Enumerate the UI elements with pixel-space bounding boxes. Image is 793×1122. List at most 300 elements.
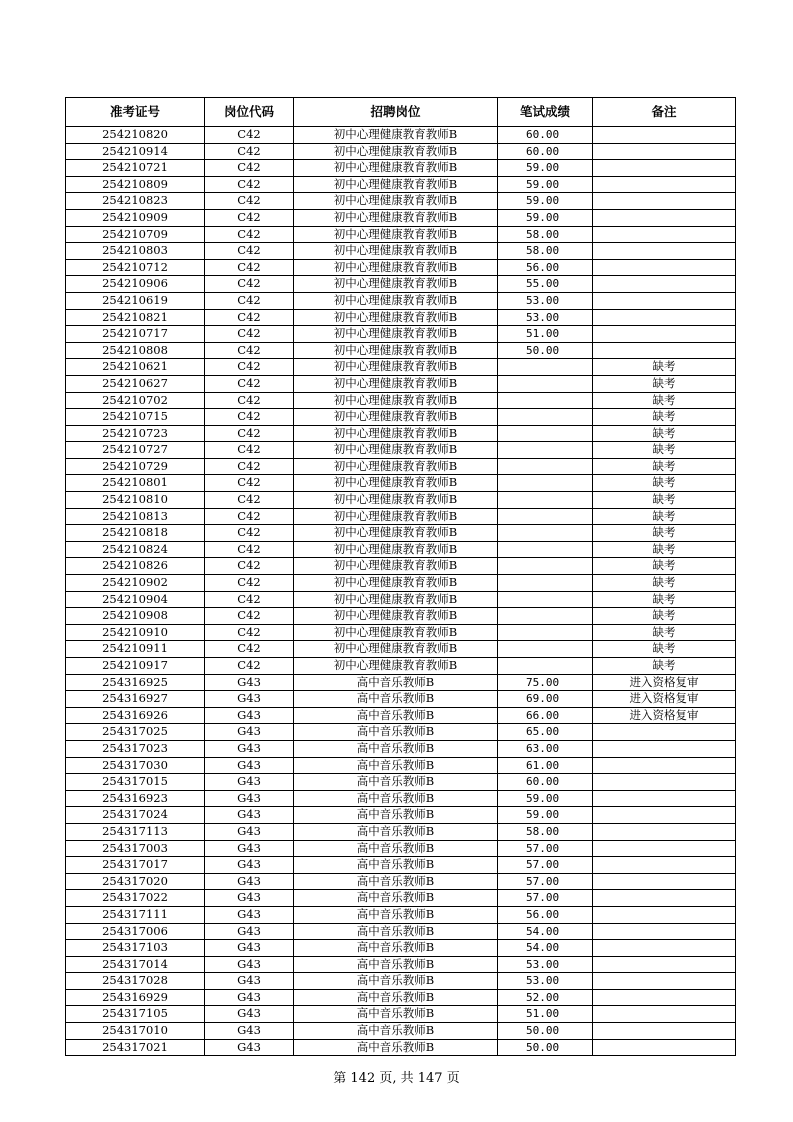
position-title-cell: 初中心理健康教育教师B bbox=[294, 608, 498, 625]
exam-number-cell: 254210826 bbox=[66, 558, 205, 575]
position-title-cell: 初中心理健康教育教师B bbox=[294, 425, 498, 442]
remarks-cell bbox=[593, 989, 736, 1006]
exam-number-cell: 254210908 bbox=[66, 608, 205, 625]
table-row bbox=[66, 492, 736, 509]
position-title-cell: 初中心理健康教育教师B bbox=[294, 309, 498, 326]
exam-number-cell: 254317030 bbox=[66, 757, 205, 774]
position-code-cell: C42 bbox=[205, 243, 294, 260]
table-row bbox=[66, 790, 736, 807]
remarks-cell bbox=[593, 276, 736, 293]
exam-number-cell: 254210729 bbox=[66, 458, 205, 475]
position-code-cell: G43 bbox=[205, 790, 294, 807]
exam-number-cell: 254210721 bbox=[66, 160, 205, 177]
table-row bbox=[66, 923, 736, 940]
written-score-cell bbox=[498, 608, 593, 625]
remarks-cell bbox=[593, 823, 736, 840]
remarks-cell bbox=[593, 774, 736, 791]
position-code-cell: C42 bbox=[205, 127, 294, 144]
exam-number-cell: 254210820 bbox=[66, 127, 205, 144]
remarks-cell: 缺考 bbox=[593, 409, 736, 426]
written-score-cell: 51.00 bbox=[498, 1006, 593, 1023]
position-code-cell: G43 bbox=[205, 707, 294, 724]
written-score-cell bbox=[498, 525, 593, 542]
position-title-cell: 高中音乐教师B bbox=[294, 807, 498, 824]
exam-number-cell: 254210810 bbox=[66, 492, 205, 509]
written-score-cell: 53.00 bbox=[498, 292, 593, 309]
header-exam-number: 准考证号 bbox=[66, 98, 205, 127]
position-code-cell: C42 bbox=[205, 392, 294, 409]
exam-number-cell: 254316926 bbox=[66, 707, 205, 724]
table-row bbox=[66, 259, 736, 276]
position-title-cell: 高中音乐教师B bbox=[294, 740, 498, 757]
remarks-cell bbox=[593, 1006, 736, 1023]
remarks-cell: 缺考 bbox=[593, 624, 736, 641]
written-score-cell: 65.00 bbox=[498, 724, 593, 741]
position-title-cell: 初中心理健康教育教师B bbox=[294, 292, 498, 309]
position-code-cell: C42 bbox=[205, 492, 294, 509]
written-score-cell: 59.00 bbox=[498, 790, 593, 807]
exam-number-cell: 254210911 bbox=[66, 641, 205, 658]
written-score-cell bbox=[498, 591, 593, 608]
table-row bbox=[66, 342, 736, 359]
exam-number-cell: 254317020 bbox=[66, 873, 205, 890]
written-score-cell: 60.00 bbox=[498, 127, 593, 144]
table-row bbox=[66, 226, 736, 243]
remarks-cell bbox=[593, 1023, 736, 1040]
written-score-cell: 57.00 bbox=[498, 840, 593, 857]
position-title-cell: 初中心理健康教育教师B bbox=[294, 326, 498, 343]
remarks-cell bbox=[593, 740, 736, 757]
position-code-cell: G43 bbox=[205, 807, 294, 824]
position-code-cell: C42 bbox=[205, 641, 294, 658]
written-score-cell bbox=[498, 658, 593, 675]
remarks-cell bbox=[593, 973, 736, 990]
position-title-cell: 高中音乐教师B bbox=[294, 873, 498, 890]
position-code-cell: G43 bbox=[205, 724, 294, 741]
position-title-cell: 初中心理健康教育教师B bbox=[294, 492, 498, 509]
position-title-cell: 高中音乐教师B bbox=[294, 989, 498, 1006]
written-score-cell: 53.00 bbox=[498, 309, 593, 326]
remarks-cell: 缺考 bbox=[593, 508, 736, 525]
remarks-cell: 缺考 bbox=[593, 658, 736, 675]
header-row bbox=[66, 98, 736, 127]
exam-number-cell: 254210809 bbox=[66, 176, 205, 193]
exam-number-cell: 254317006 bbox=[66, 923, 205, 940]
written-score-cell bbox=[498, 508, 593, 525]
written-score-cell bbox=[498, 425, 593, 442]
exam-number-cell: 254317015 bbox=[66, 774, 205, 791]
exam-number-cell: 254210712 bbox=[66, 259, 205, 276]
header-remarks: 备注 bbox=[593, 98, 736, 127]
table-row bbox=[66, 392, 736, 409]
position-title-cell: 初中心理健康教育教师B bbox=[294, 658, 498, 675]
remarks-cell: 缺考 bbox=[593, 591, 736, 608]
written-score-cell: 63.00 bbox=[498, 740, 593, 757]
position-title-cell: 高中音乐教师B bbox=[294, 674, 498, 691]
exam-number-cell: 254317103 bbox=[66, 940, 205, 957]
position-title-cell: 初中心理健康教育教师B bbox=[294, 359, 498, 376]
exam-number-cell: 254317113 bbox=[66, 823, 205, 840]
table-row bbox=[66, 823, 736, 840]
remarks-cell: 进入资格复审 bbox=[593, 674, 736, 691]
written-score-cell bbox=[498, 375, 593, 392]
table-row bbox=[66, 292, 736, 309]
remarks-cell: 缺考 bbox=[593, 641, 736, 658]
position-code-cell: C42 bbox=[205, 359, 294, 376]
position-code-cell: G43 bbox=[205, 857, 294, 874]
position-code-cell: C42 bbox=[205, 541, 294, 558]
remarks-cell: 缺考 bbox=[593, 425, 736, 442]
written-score-cell: 50.00 bbox=[498, 1039, 593, 1056]
written-score-cell: 58.00 bbox=[498, 823, 593, 840]
table-row bbox=[66, 525, 736, 542]
table-row bbox=[66, 840, 736, 857]
position-title-cell: 高中音乐教师B bbox=[294, 840, 498, 857]
exam-number-cell: 254317111 bbox=[66, 906, 205, 923]
exam-number-cell: 254317014 bbox=[66, 956, 205, 973]
position-title-cell: 初中心理健康教育教师B bbox=[294, 392, 498, 409]
results-sheet bbox=[65, 97, 735, 1056]
table-row bbox=[66, 857, 736, 874]
position-title-cell: 初中心理健康教育教师B bbox=[294, 475, 498, 492]
table-row bbox=[66, 591, 736, 608]
header-written-score: 笔试成绩 bbox=[498, 98, 593, 127]
remarks-cell bbox=[593, 209, 736, 226]
written-score-cell bbox=[498, 409, 593, 426]
header-position-code: 岗位代码 bbox=[205, 98, 294, 127]
written-score-cell: 59.00 bbox=[498, 807, 593, 824]
results-table bbox=[65, 97, 736, 1056]
table-row bbox=[66, 442, 736, 459]
exam-number-cell: 254316923 bbox=[66, 790, 205, 807]
position-code-cell: C42 bbox=[205, 292, 294, 309]
exam-number-cell: 254317105 bbox=[66, 1006, 205, 1023]
remarks-cell: 进入资格复审 bbox=[593, 707, 736, 724]
remarks-cell bbox=[593, 326, 736, 343]
remarks-cell bbox=[593, 757, 736, 774]
remarks-cell bbox=[593, 342, 736, 359]
remarks-cell bbox=[593, 857, 736, 874]
exam-number-cell: 254317022 bbox=[66, 890, 205, 907]
position-title-cell: 高中音乐教师B bbox=[294, 857, 498, 874]
position-title-cell: 高中音乐教师B bbox=[294, 823, 498, 840]
exam-number-cell: 254210818 bbox=[66, 525, 205, 542]
written-score-cell: 57.00 bbox=[498, 857, 593, 874]
remarks-cell: 缺考 bbox=[593, 375, 736, 392]
remarks-cell bbox=[593, 873, 736, 890]
position-code-cell: G43 bbox=[205, 674, 294, 691]
exam-number-cell: 254210910 bbox=[66, 624, 205, 641]
position-code-cell: G43 bbox=[205, 1006, 294, 1023]
written-score-cell: 57.00 bbox=[498, 890, 593, 907]
position-title-cell: 高中音乐教师B bbox=[294, 956, 498, 973]
position-title-cell: 初中心理健康教育教师B bbox=[294, 127, 498, 144]
written-score-cell: 59.00 bbox=[498, 176, 593, 193]
remarks-cell: 缺考 bbox=[593, 392, 736, 409]
position-title-cell: 初中心理健康教育教师B bbox=[294, 193, 498, 210]
remarks-cell bbox=[593, 807, 736, 824]
remarks-cell: 缺考 bbox=[593, 458, 736, 475]
exam-number-cell: 254210803 bbox=[66, 243, 205, 260]
position-title-cell: 初中心理健康教育教师B bbox=[294, 525, 498, 542]
written-score-cell: 56.00 bbox=[498, 906, 593, 923]
remarks-cell bbox=[593, 309, 736, 326]
position-title-cell: 高中音乐教师B bbox=[294, 906, 498, 923]
exam-number-cell: 254210902 bbox=[66, 575, 205, 592]
exam-number-cell: 254317021 bbox=[66, 1039, 205, 1056]
position-title-cell: 高中音乐教师B bbox=[294, 1023, 498, 1040]
exam-number-cell: 254317028 bbox=[66, 973, 205, 990]
table-row bbox=[66, 160, 736, 177]
position-code-cell: G43 bbox=[205, 956, 294, 973]
written-score-cell bbox=[498, 392, 593, 409]
remarks-cell bbox=[593, 226, 736, 243]
table-row bbox=[66, 276, 736, 293]
exam-number-cell: 254316925 bbox=[66, 674, 205, 691]
position-code-cell: G43 bbox=[205, 774, 294, 791]
table-row bbox=[66, 807, 736, 824]
exam-number-cell: 254210627 bbox=[66, 375, 205, 392]
written-score-cell bbox=[498, 641, 593, 658]
remarks-cell bbox=[593, 243, 736, 260]
position-code-cell: C42 bbox=[205, 458, 294, 475]
position-title-cell: 初中心理健康教育教师B bbox=[294, 226, 498, 243]
exam-number-cell: 254210906 bbox=[66, 276, 205, 293]
position-title-cell: 高中音乐教师B bbox=[294, 757, 498, 774]
position-title-cell: 初中心理健康教育教师B bbox=[294, 409, 498, 426]
remarks-cell bbox=[593, 1039, 736, 1056]
exam-number-cell: 254317024 bbox=[66, 807, 205, 824]
remarks-cell bbox=[593, 160, 736, 177]
written-score-cell bbox=[498, 458, 593, 475]
table-body bbox=[66, 127, 736, 1056]
table-row bbox=[66, 890, 736, 907]
exam-number-cell: 254317023 bbox=[66, 740, 205, 757]
position-title-cell: 初中心理健康教育教师B bbox=[294, 458, 498, 475]
exam-number-cell: 254316927 bbox=[66, 691, 205, 708]
written-score-cell bbox=[498, 442, 593, 459]
written-score-cell: 58.00 bbox=[498, 243, 593, 260]
position-title-cell: 初中心理健康教育教师B bbox=[294, 442, 498, 459]
exam-number-cell: 254210917 bbox=[66, 658, 205, 675]
position-code-cell: C42 bbox=[205, 409, 294, 426]
exam-number-cell: 254210824 bbox=[66, 541, 205, 558]
exam-number-cell: 254210702 bbox=[66, 392, 205, 409]
position-code-cell: C42 bbox=[205, 624, 294, 641]
position-title-cell: 初中心理健康教育教师B bbox=[294, 160, 498, 177]
remarks-cell bbox=[593, 840, 736, 857]
exam-number-cell: 254210621 bbox=[66, 359, 205, 376]
table-row bbox=[66, 326, 736, 343]
remarks-cell: 缺考 bbox=[593, 558, 736, 575]
position-title-cell: 初中心理健康教育教师B bbox=[294, 176, 498, 193]
table-row bbox=[66, 691, 736, 708]
position-code-cell: C42 bbox=[205, 475, 294, 492]
written-score-cell: 57.00 bbox=[498, 873, 593, 890]
position-code-cell: C42 bbox=[205, 508, 294, 525]
exam-number-cell: 254210727 bbox=[66, 442, 205, 459]
table-row bbox=[66, 906, 736, 923]
written-score-cell: 53.00 bbox=[498, 973, 593, 990]
position-code-cell: C42 bbox=[205, 276, 294, 293]
exam-number-cell: 254210914 bbox=[66, 143, 205, 160]
written-score-cell bbox=[498, 475, 593, 492]
exam-number-cell: 254210821 bbox=[66, 309, 205, 326]
position-title-cell: 初中心理健康教育教师B bbox=[294, 259, 498, 276]
position-code-cell: C42 bbox=[205, 176, 294, 193]
written-score-cell bbox=[498, 575, 593, 592]
written-score-cell bbox=[498, 359, 593, 376]
remarks-cell: 缺考 bbox=[593, 475, 736, 492]
table-row bbox=[66, 176, 736, 193]
table-row bbox=[66, 1039, 736, 1056]
written-score-cell: 66.00 bbox=[498, 707, 593, 724]
remarks-cell: 缺考 bbox=[593, 525, 736, 542]
exam-number-cell: 254210717 bbox=[66, 326, 205, 343]
written-score-cell bbox=[498, 624, 593, 641]
table-row bbox=[66, 989, 736, 1006]
position-title-cell: 高中音乐教师B bbox=[294, 940, 498, 957]
remarks-cell bbox=[593, 790, 736, 807]
table-row bbox=[66, 940, 736, 957]
exam-number-cell: 254316929 bbox=[66, 989, 205, 1006]
position-code-cell: C42 bbox=[205, 425, 294, 442]
position-code-cell: C42 bbox=[205, 608, 294, 625]
written-score-cell: 59.00 bbox=[498, 160, 593, 177]
written-score-cell: 54.00 bbox=[498, 940, 593, 957]
table-row bbox=[66, 707, 736, 724]
remarks-cell: 缺考 bbox=[593, 541, 736, 558]
position-code-cell: G43 bbox=[205, 1039, 294, 1056]
table-row bbox=[66, 575, 736, 592]
position-code-cell: C42 bbox=[205, 193, 294, 210]
table-row bbox=[66, 1023, 736, 1040]
table-row bbox=[66, 658, 736, 675]
written-score-cell: 75.00 bbox=[498, 674, 593, 691]
position-code-cell: C42 bbox=[205, 209, 294, 226]
remarks-cell: 缺考 bbox=[593, 442, 736, 459]
table-row bbox=[66, 359, 736, 376]
position-title-cell: 初中心理健康教育教师B bbox=[294, 641, 498, 658]
position-code-cell: C42 bbox=[205, 160, 294, 177]
position-code-cell: C42 bbox=[205, 342, 294, 359]
position-code-cell: C42 bbox=[205, 558, 294, 575]
remarks-cell bbox=[593, 292, 736, 309]
table-row bbox=[66, 309, 736, 326]
remarks-cell bbox=[593, 259, 736, 276]
exam-number-cell: 254317017 bbox=[66, 857, 205, 874]
exam-number-cell: 254210619 bbox=[66, 292, 205, 309]
table-row bbox=[66, 508, 736, 525]
table-row bbox=[66, 209, 736, 226]
written-score-cell: 69.00 bbox=[498, 691, 593, 708]
table-row bbox=[66, 624, 736, 641]
remarks-cell bbox=[593, 176, 736, 193]
table-header bbox=[66, 98, 736, 127]
table-row bbox=[66, 143, 736, 160]
position-code-cell: G43 bbox=[205, 973, 294, 990]
position-title-cell: 初中心理健康教育教师B bbox=[294, 558, 498, 575]
position-code-cell: C42 bbox=[205, 259, 294, 276]
written-score-cell: 50.00 bbox=[498, 1023, 593, 1040]
position-title-cell: 高中音乐教师B bbox=[294, 774, 498, 791]
position-code-cell: C42 bbox=[205, 326, 294, 343]
written-score-cell: 51.00 bbox=[498, 326, 593, 343]
position-title-cell: 高中音乐教师B bbox=[294, 724, 498, 741]
position-code-cell: G43 bbox=[205, 989, 294, 1006]
position-title-cell: 高中音乐教师B bbox=[294, 923, 498, 940]
position-code-cell: G43 bbox=[205, 906, 294, 923]
position-code-cell: G43 bbox=[205, 691, 294, 708]
position-title-cell: 初中心理健康教育教师B bbox=[294, 508, 498, 525]
table-row bbox=[66, 757, 736, 774]
position-code-cell: C42 bbox=[205, 442, 294, 459]
position-code-cell: G43 bbox=[205, 890, 294, 907]
remarks-cell bbox=[593, 724, 736, 741]
position-code-cell: G43 bbox=[205, 873, 294, 890]
table-row bbox=[66, 425, 736, 442]
position-title-cell: 高中音乐教师B bbox=[294, 973, 498, 990]
table-row bbox=[66, 641, 736, 658]
remarks-cell bbox=[593, 906, 736, 923]
position-title-cell: 高中音乐教师B bbox=[294, 1006, 498, 1023]
exam-number-cell: 254210813 bbox=[66, 508, 205, 525]
exam-number-cell: 254210904 bbox=[66, 591, 205, 608]
written-score-cell: 59.00 bbox=[498, 209, 593, 226]
position-title-cell: 初中心理健康教育教师B bbox=[294, 575, 498, 592]
table-row bbox=[66, 740, 736, 757]
exam-number-cell: 254210909 bbox=[66, 209, 205, 226]
page-footer: 第 142 页, 共 147 页 bbox=[333, 1071, 460, 1086]
remarks-cell bbox=[593, 127, 736, 144]
position-title-cell: 初中心理健康教育教师B bbox=[294, 624, 498, 641]
position-code-cell: C42 bbox=[205, 658, 294, 675]
written-score-cell: 58.00 bbox=[498, 226, 593, 243]
remarks-cell bbox=[593, 923, 736, 940]
table-row bbox=[66, 674, 736, 691]
exam-number-cell: 254210723 bbox=[66, 425, 205, 442]
position-title-cell: 初中心理健康教育教师B bbox=[294, 143, 498, 160]
position-title-cell: 高中音乐教师B bbox=[294, 890, 498, 907]
position-title-cell: 高中音乐教师B bbox=[294, 790, 498, 807]
position-title-cell: 初中心理健康教育教师B bbox=[294, 375, 498, 392]
remarks-cell bbox=[593, 890, 736, 907]
remarks-cell: 缺考 bbox=[593, 608, 736, 625]
position-code-cell: C42 bbox=[205, 591, 294, 608]
written-score-cell: 55.00 bbox=[498, 276, 593, 293]
position-code-cell: G43 bbox=[205, 823, 294, 840]
remarks-cell bbox=[593, 193, 736, 210]
position-title-cell: 高中音乐教师B bbox=[294, 1039, 498, 1056]
remarks-cell: 进入资格复审 bbox=[593, 691, 736, 708]
written-score-cell: 59.00 bbox=[498, 193, 593, 210]
position-code-cell: G43 bbox=[205, 840, 294, 857]
position-code-cell: G43 bbox=[205, 923, 294, 940]
remarks-cell: 缺考 bbox=[593, 575, 736, 592]
written-score-cell: 56.00 bbox=[498, 259, 593, 276]
table-row bbox=[66, 475, 736, 492]
position-title-cell: 初中心理健康教育教师B bbox=[294, 209, 498, 226]
exam-number-cell: 254317003 bbox=[66, 840, 205, 857]
position-code-cell: C42 bbox=[205, 309, 294, 326]
table-row bbox=[66, 873, 736, 890]
written-score-cell bbox=[498, 558, 593, 575]
exam-number-cell: 254317010 bbox=[66, 1023, 205, 1040]
table-row bbox=[66, 774, 736, 791]
remarks-cell bbox=[593, 940, 736, 957]
position-title-cell: 初中心理健康教育教师B bbox=[294, 591, 498, 608]
position-code-cell: C42 bbox=[205, 226, 294, 243]
